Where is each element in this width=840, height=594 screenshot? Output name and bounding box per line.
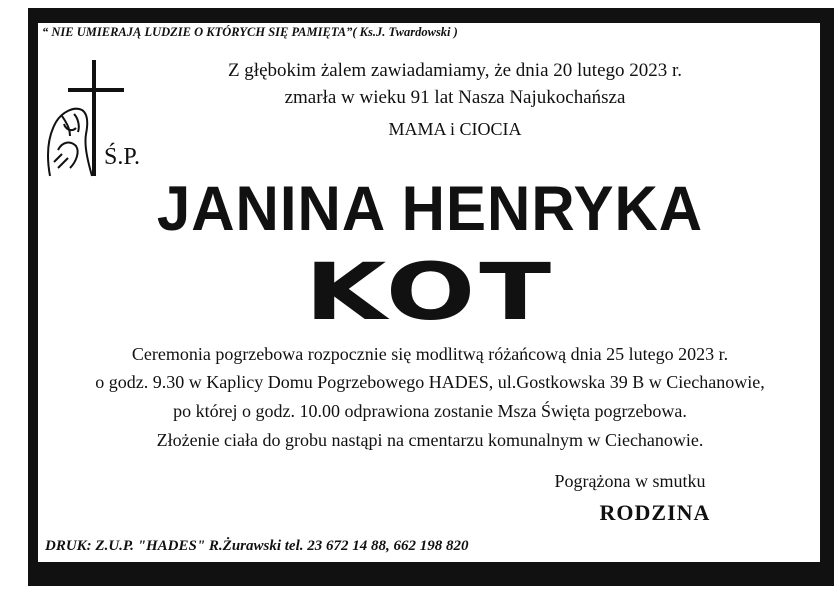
mourning-line: Pogrążona w smutku [554, 471, 706, 491]
ceremony-line-4: Złożenie ciała do grobu nastąpi na cmentarzu komunalnym w Ciechanowie. [156, 430, 704, 450]
announcement-line-2: zmarła w wieku 91 lat Nasza Najukochańsza [284, 87, 626, 108]
surname: KOT [304, 248, 556, 338]
printer-footer: DRUK: Z.U.P. "HADES" R.Żurawski tel. 23 672 14 88, 662 198 820 [45, 538, 469, 554]
epigraph-quote: “ NIE UMIERAJĄ LUDZIE O KTÓRYCH SIĘ PAMIĘTA”( Ks.J. Twardowski ) [42, 25, 458, 39]
family-signature: RODZINA [599, 500, 711, 525]
ceremony-line-1: Ceremonia pogrzebowa rozpocznie się modlitwą różańcową dnia 25 lutego 2023 r. [131, 344, 729, 364]
praying-figure-icon [48, 109, 92, 176]
announcement-line-1: Z głębokim żalem zawiadamiamy, że dnia 20 lutego 2023 r. [227, 60, 683, 81]
late-prefix: Ś.P. [104, 144, 141, 170]
ceremony-line-3: po której o godz. 10.00 odprawiona zostanie Msza Święta pogrzebowa. [173, 401, 687, 421]
given-names: JANINA HENRYKA [156, 173, 704, 244]
ceremony-line-2: o godz. 9.30 w Kaplicy Domu Pogrzebowego HADES, ul.Gostkowska 39 B w Ciechanowie, [95, 372, 765, 392]
relation-line: MAMA i CIOCIA [388, 119, 522, 139]
